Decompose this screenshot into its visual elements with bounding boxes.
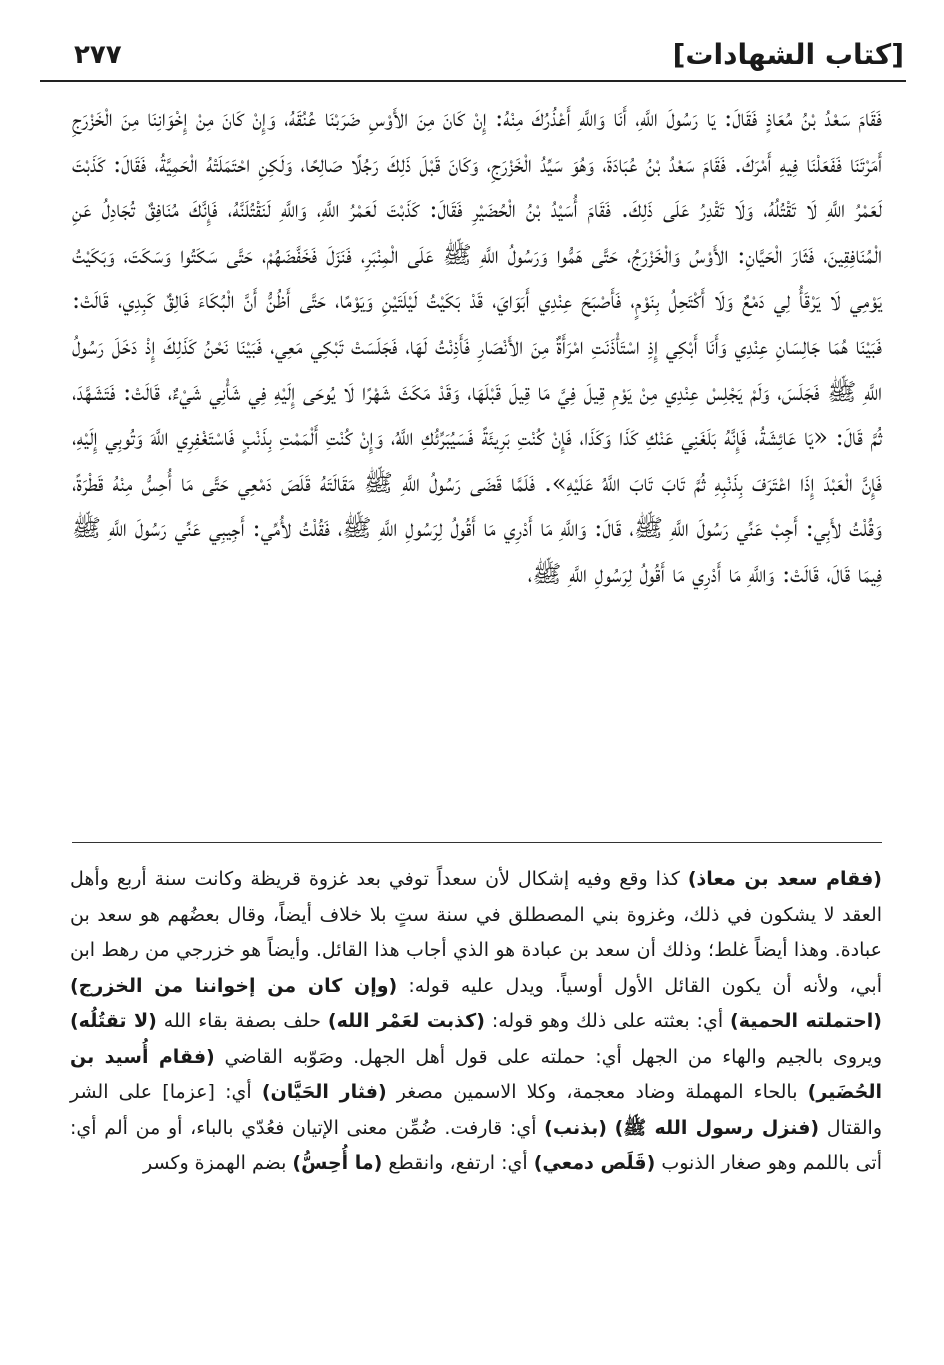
quoted-term: (احتملته الحمية) [730, 1010, 882, 1032]
quoted-term: (كذبت لعَمْر الله) [327, 1010, 485, 1032]
quoted-term: (فثار الحَيَّان) [261, 1081, 387, 1103]
hadith-text [72, 96, 882, 598]
commentary-text: أي: بعثته على ذلك وهو قوله: [484, 1010, 731, 1032]
quoted-term: (فقام أُسيد بن الحُضَير) [70, 1045, 882, 1103]
commentary-text: ويروى بالجيم والهاء من الجهل أي: حملته على قول أهل الجهل. وصَوّبه القاضي [214, 1045, 883, 1068]
quoted-term: (بذنب) [544, 1116, 607, 1139]
footnote-divider [72, 842, 882, 843]
commentary-text: بضم الهمزة وكسر [142, 1152, 293, 1174]
commentary-text: بالحاء المهملة وضاد معجمة، وكلا الاسمين مصغر [386, 1081, 808, 1103]
quoted-term: (وإن كان من إخواننا من الخزرج) [70, 974, 398, 997]
commentary-notes [70, 862, 882, 1182]
hadith-paragraph: فَقَامَ سَعْدُ بْنُ مُعَاذٍ فَقَالَ: يَا رَسُولَ اللَّهِ، أَنَا وَاللَّهِ أَعْذُرُكَ مِنْهُ: إِنْ كَانَ مِنَ الأَوْسِ ضَرَبْنَا عُنُقَهُ، وَإِنْ كَانَ مِنْ إِخْوَانِنَا مِنَ الْخَزْرَجِ أَمَرْتَنَا فَفَعَلْنَا فِيهِ أَمْرَكَ. فَقَامَ سَعْدُ بْنُ عُبَادَةَ، وَهُوَ سَيِّدُ الْخَزْرَجِ، وَكَانَ قَبْلَ ذَلِكَ رَجُلًا صَالِحًا، وَلَكِنِ احْتَمَلَتْهُ الْحَمِيَّةُ، فَقَالَ: كَذَبْتَ لَعَمْرُ اللَّهِ لَا تَقْتُلُهُ، وَلَا تَقْدِرُ عَلَى ذَلِكَ. فَقَامَ أُسَيْدُ بْنُ الْحُضَيْرِ فَقَالَ: كَذَبْتَ لَعَمْرُ اللَّهِ، وَاللَّهِ لَنَقْتُلَنَّهُ، فَإِنَّكَ مُنَافِقٌ تُجَادِلُ عَنِ الْمُنَافِقِينَ، فَثَارَ الْحَيَّانِ: الأَوْسُ وَالْخَزْرَجُ، حَتَّى هَمُّوا وَرَسُولُ اللَّهِ ﷺ عَلَى الْمِنْبَرِ، فَنَزَلَ فَخَفَّضَهُمْ، حَتَّى سَكَتُوا وَسَكَتَ، وَبَكَيْتُ يَوْمِي لَا يَرْقَأُ لِي دَمْعٌ وَلَا أَكْتَحِلُ بِنَوْمٍ، فَأَصْبَحَ عِنْدِي أَبَوَايَ، قَدْ بَكَيْتُ لَيْلَتَيْنِ وَيَوْمًا، حَتَّى أَظُنُّ أَنَّ الْبُكَاءَ فَالِقٌ كَبِدِي، قَالَتْ: فَبَيْنَا هُمَا جَالِسَانِ عِنْدِي وَأَنَا أَبْكِي إِذِ اسْتَأْذَنَتِ امْرَأَةٌ مِنَ الأَنْصَارِ فَأَذِنْتُ لَهَا، فَجَلَسَتْ تَبْكِي مَعِي، فَبَيْنَا نَحْنُ كَذَلِكَ إِذْ دَخَلَ رَسُولُ اللَّهِ ﷺ فَجَلَسَ، وَلَمْ يَجْلِسْ عِنْدِي مِنْ يَوْمِ قِيلَ فِيَّ مَا قِيلَ قَبْلَهَا، وَقَدْ مَكَثَ شَهْرًا لَا يُوحَى إِلَيْهِ فِي شَأْنِي شَيْءٌ، قَالَتْ: فَتَشَهَّدَ، ثُمَّ قَالَ: «يَا عَائِشَةُ، فَإِنَّهُ بَلَغَنِي عَنْكِ كَذَا وَكَذَا، فَإِنْ كُنْتِ بَرِيئَةً فَسَيُبَرِّئُكِ اللَّهُ، وَإِنْ كُنْتِ أَلْمَمْتِ بِذَنْبٍ فَاسْتَغْفِرِي اللَّهَ وَتُوبِي إِلَيْهِ، فَإِنَّ الْعَبْدَ إِذَا اعْتَرَفَ بِذَنْبِهِ ثُمَّ تَابَ تَابَ اللَّهُ عَلَيْهِ». فَلَمَّا قَضَى رَسُولُ اللَّهِ ﷺ مَقَالَتَهُ قَلَصَ دَمْعِي حَتَّى مَا أُحِسُّ مِنْهُ قَطْرَةً، وَقُلْتُ لأَبِي: أَجِبْ عَنِّي رَسُولَ اللَّهِ ﷺ، قَالَ: وَاللَّهِ مَا أَدْرِي مَا أَقُولُ لِرَسُولِ اللَّهِ ﷺ، فَقُلْتُ لأُمِّي: أَجِيبِي عَنِّي رَسُولَ اللَّهِ ﷺ فِيمَا قَالَ، قَالَتْ: وَاللَّهِ مَا أَدْرِي مَا أَقُولُ لِرَسُولِ اللَّهِ ﷺ، [72, 104, 883, 588]
commentary-paragraph [70, 862, 882, 1182]
commentary-text: أي: ارتفع، وانقطع [382, 1152, 534, 1174]
quoted-term: (فنزل رسول الله ﷺ) [614, 1116, 820, 1139]
commentary-text: أي: [عزما] على الشر والقتال [70, 1081, 882, 1139]
page-header [40, 30, 906, 82]
commentary-text: أي: قارفت. ضُمِّن معنى الإتيان فعُدّي بالباء، أو من ألم أي: أتى باللمم وهو صغار الذنوب [70, 1116, 882, 1174]
quoted-term: (لا تقتُلُه) [70, 1010, 157, 1032]
commentary-text [607, 1117, 615, 1139]
commentary-text: كذا وقع وفيه إشكال لأن سعداً توفي بعد غزوة قريظة وكانت سنة أربع وأهل العقد لا يشكون في ذلك، وغزوة بني المصطلق في سنة ستٍ بلا خلاف أيضاً، وقال بعضُهم هو سعد بن عبادة. وهذا أيضاً غلط؛ وذلك أن سعد بن عبادة هو الذي أجاب هذا القائل. وأيضاً هو خزرجي من رهط ابن أبي، ولأنه أن يكون القائل الأول أوسياً. ويدل عليه قوله: [70, 868, 882, 997]
quoted-term: (ما أُحِسُّ) [292, 1152, 383, 1174]
page-number: ٢٧٧ [74, 40, 122, 70]
quoted-term: (فقام سعد بن معاذ) [687, 868, 882, 890]
chapter-title: [كتاب الشهادات] [672, 38, 904, 71]
commentary-text: حلف بصفة بقاء الله [156, 1010, 328, 1032]
quoted-term: (قَلَص دمعي) [533, 1152, 656, 1174]
